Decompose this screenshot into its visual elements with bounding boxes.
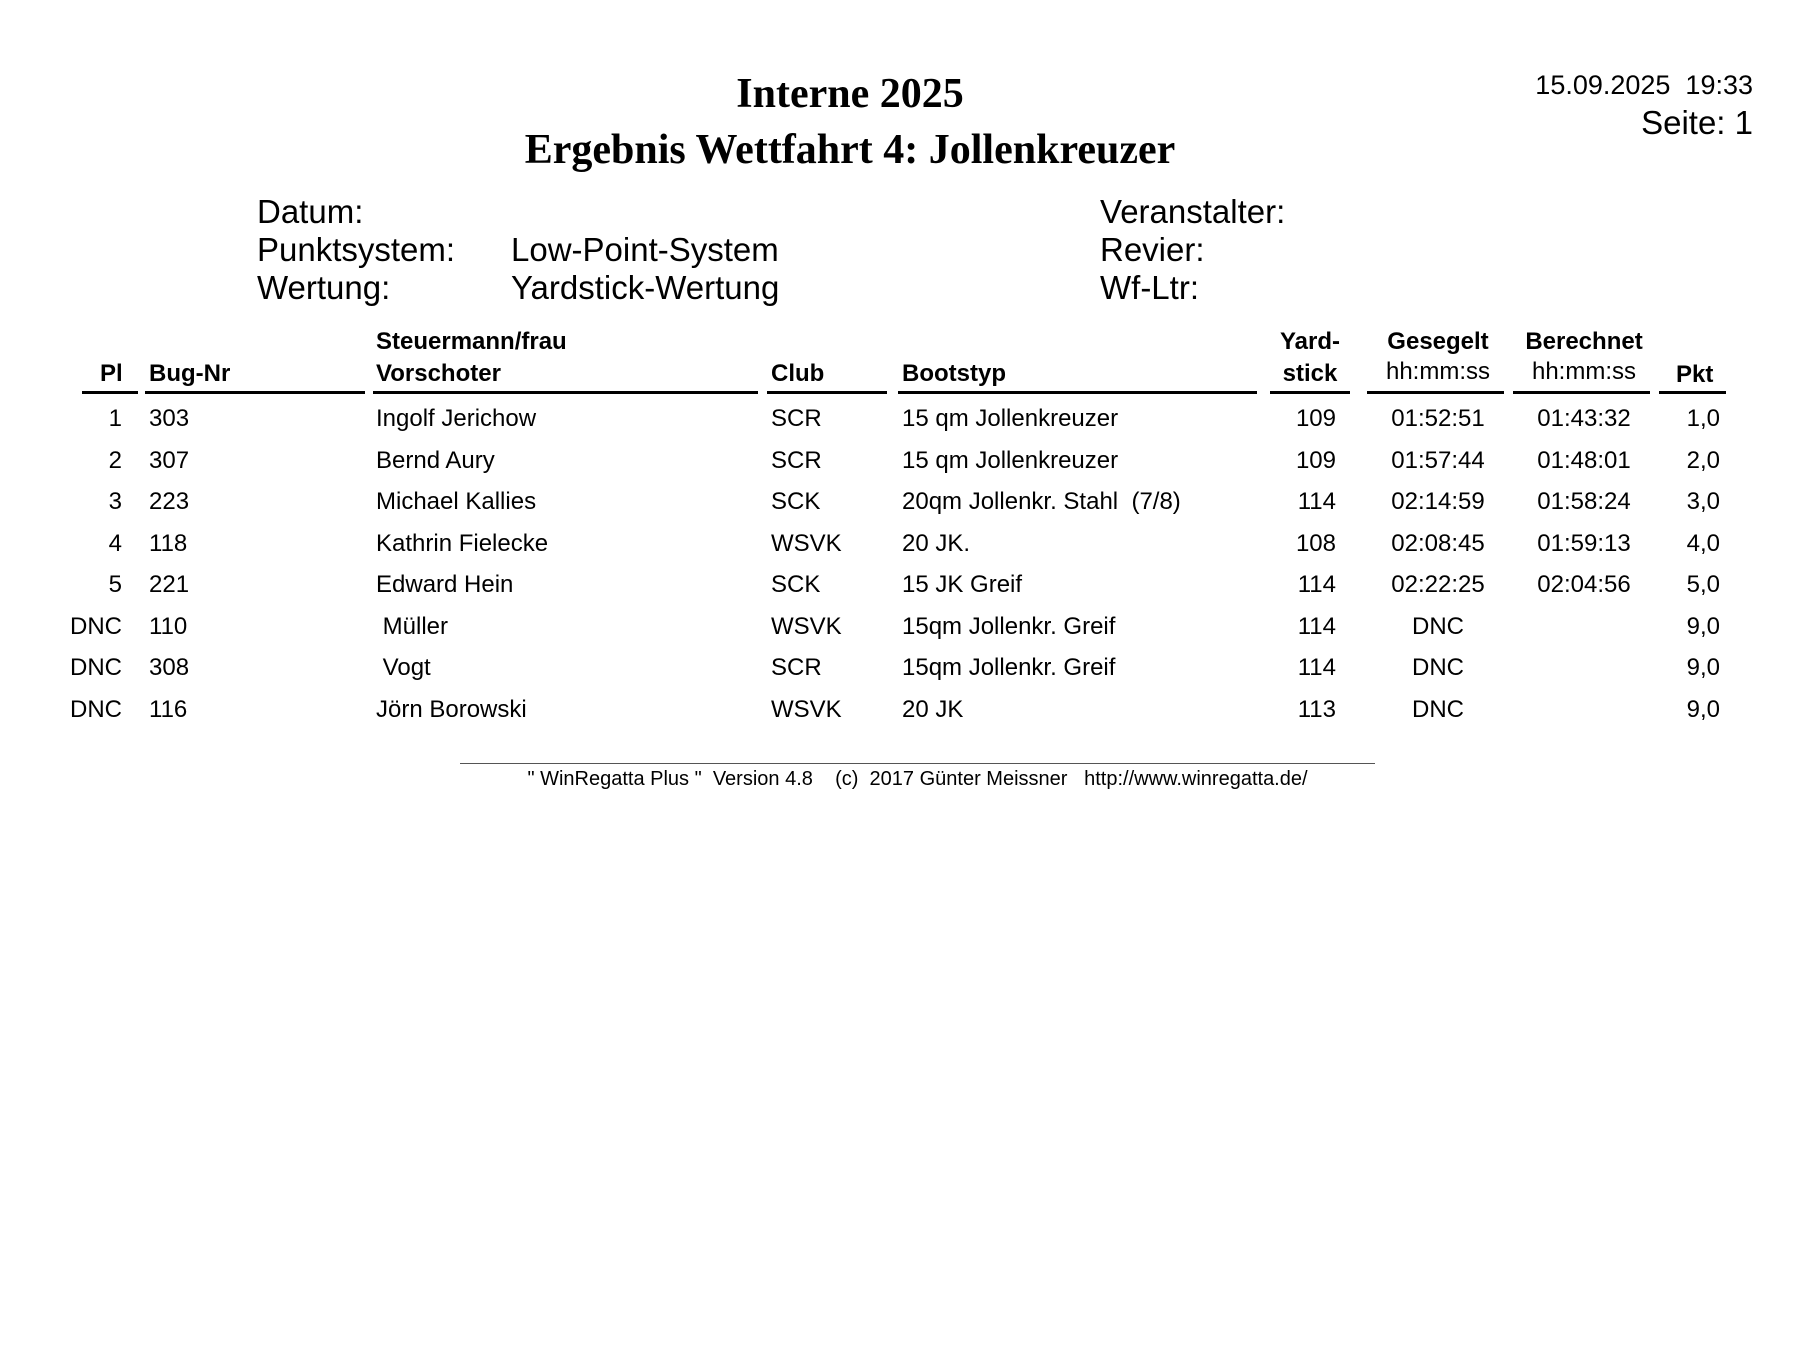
cell-gesegelt: 01:57:44 [1391,446,1485,474]
header-vorschoter: Vorschoter [376,360,501,387]
cell-pl: 5 [108,571,122,598]
cell-pkt: 5,0 [1686,571,1720,598]
revier-label: Revier: [1100,231,1205,268]
cell-berechnet: 01:43:32 [1537,405,1631,432]
print-timestamp: 15.09.2025 19:33 [1535,70,1753,100]
cell-pl: DNC [70,654,122,681]
veranstalter-label: Veranstalter: [1100,193,1286,230]
cell-gesegelt: DNC [1412,612,1464,640]
header-gesegelt-unit: hh:mm:ss [1385,358,1490,385]
cell-yardstick: 109 [1295,446,1336,474]
cell-bugnr: 303 [149,405,190,432]
cell-gesegelt: 02:08:45 [1391,529,1485,557]
cell-pkt: 3,0 [1686,488,1720,515]
cell-bootstyp: 20qm Jollenkr. Stahl (7/8) [902,488,1181,515]
cell-pkt: 9,0 [1686,695,1720,723]
table-row [0,530,1810,572]
cell-name: Müller [376,612,449,640]
cell-bugnr: 308 [149,654,190,681]
cell-gesegelt: 02:22:25 [1391,571,1485,598]
header-divider [898,391,1257,394]
header-divider [1659,391,1726,394]
cell-pl: DNC [70,612,122,640]
cell-pl: 4 [108,529,122,557]
table-row [0,613,1810,655]
cell-bugnr: 118 [149,529,188,557]
cell-bootstyp: 15 qm Jollenkreuzer [902,405,1119,432]
header-berechnet-unit: hh:mm:ss [1531,358,1636,385]
cell-bootstyp: 15 JK Greif [902,571,1023,598]
header-divider [145,391,365,394]
cell-gesegelt: 01:52:51 [1391,405,1485,432]
report-title: Interne 2025 [736,71,964,117]
header-club: Club [771,360,825,387]
cell-yardstick: 113 [1297,695,1336,723]
punktsystem-label: Punktsystem: [257,231,456,268]
cell-pl: DNC [70,695,122,723]
cell-pkt: 1,0 [1686,405,1720,432]
cell-name: Vogt [376,654,431,681]
cell-bugnr: 223 [149,488,190,515]
cell-bootstyp: 15 qm Jollenkreuzer [902,446,1119,474]
cell-yardstick: 114 [1297,488,1336,515]
header-divider [373,391,758,394]
table-row [0,488,1810,530]
cell-gesegelt: DNC [1412,654,1464,681]
cell-name: Ingolf Jerichow [376,405,537,432]
header-yardstick-2: stick [1282,360,1338,387]
table-row [0,405,1810,447]
cell-bugnr: 116 [149,695,188,723]
datum-label: Datum: [257,193,364,230]
cell-yardstick: 109 [1295,405,1336,432]
cell-name: Michael Kallies [376,488,537,515]
wertung-label: Wertung: [257,269,391,306]
header-divider [1367,391,1504,394]
cell-club: SCR [771,405,822,432]
header-divider [1270,391,1350,394]
cell-berechnet: 02:04:56 [1537,571,1631,598]
header-steuermann: Steuermann/frau [376,328,567,355]
table-row [0,696,1810,738]
cell-berechnet: 01:59:13 [1537,529,1631,557]
header-bootstyp: Bootstyp [902,360,1006,387]
table-row [0,447,1810,489]
cell-gesegelt: DNC [1412,695,1464,723]
cell-pkt: 9,0 [1686,612,1720,640]
header-pl: Pl [100,360,123,387]
cell-club: SCK [771,488,821,515]
cell-bootstyp: 20 JK [902,695,964,723]
cell-bugnr: 110 [149,612,188,640]
cell-bootstyp: 15qm Jollenkr. Greif [902,612,1116,640]
cell-pl: 1 [108,405,122,432]
cell-pkt: 4,0 [1686,529,1720,557]
page-number: Seite: 1 [1641,104,1753,141]
cell-club: SCK [771,571,821,598]
cell-club: WSVK [771,612,842,640]
cell-name: Kathrin Fielecke [376,529,549,557]
cell-name: Bernd Aury [376,446,495,474]
cell-pkt: 2,0 [1686,446,1720,474]
cell-club: WSVK [771,529,842,557]
cell-pkt: 9,0 [1686,654,1720,681]
table-row [0,654,1810,696]
wfltr-label: Wf-Ltr: [1100,269,1199,306]
cell-yardstick: 108 [1295,529,1336,557]
header-yardstick-1: Yard- [1279,328,1341,355]
cell-gesegelt: 02:14:59 [1391,488,1485,515]
report-subtitle: Ergebnis Wettfahrt 4: Jollenkreuzer [524,127,1176,173]
header-divider [767,391,887,394]
cell-yardstick: 114 [1297,571,1336,598]
header-gesegelt: Gesegelt [1387,328,1489,355]
header-pkt: Pkt [1676,361,1714,388]
table-row [0,571,1810,613]
cell-berechnet: 01:58:24 [1537,488,1631,515]
cell-berechnet: 01:48:01 [1537,446,1631,474]
cell-club: WSVK [771,695,842,723]
footer-divider [460,763,1375,764]
header-bugnr: Bug-Nr [149,360,231,387]
header-berechnet: Berechnet [1525,328,1643,355]
cell-yardstick: 114 [1297,612,1336,640]
cell-name: Jörn Borowski [376,695,527,723]
cell-bugnr: 221 [149,571,190,598]
cell-club: SCR [771,654,822,681]
cell-club: SCR [771,446,822,474]
wertung-value: Yardstick-Wertung [511,269,780,306]
cell-bootstyp: 15qm Jollenkr. Greif [902,654,1116,681]
cell-name: Edward Hein [376,571,514,598]
header-divider [82,391,138,394]
cell-bugnr: 307 [149,446,190,474]
punktsystem-value: Low-Point-System [511,231,779,268]
cell-bootstyp: 20 JK. [902,529,971,557]
software-footer: " WinRegatta Plus " Version 4.8 (c) 2017 Günter Meissner http://www.winregatta.de/ [527,768,1308,790]
cell-pl: 2 [108,446,122,474]
header-divider [1513,391,1650,394]
cell-yardstick: 114 [1297,654,1336,681]
cell-pl: 3 [108,488,122,515]
